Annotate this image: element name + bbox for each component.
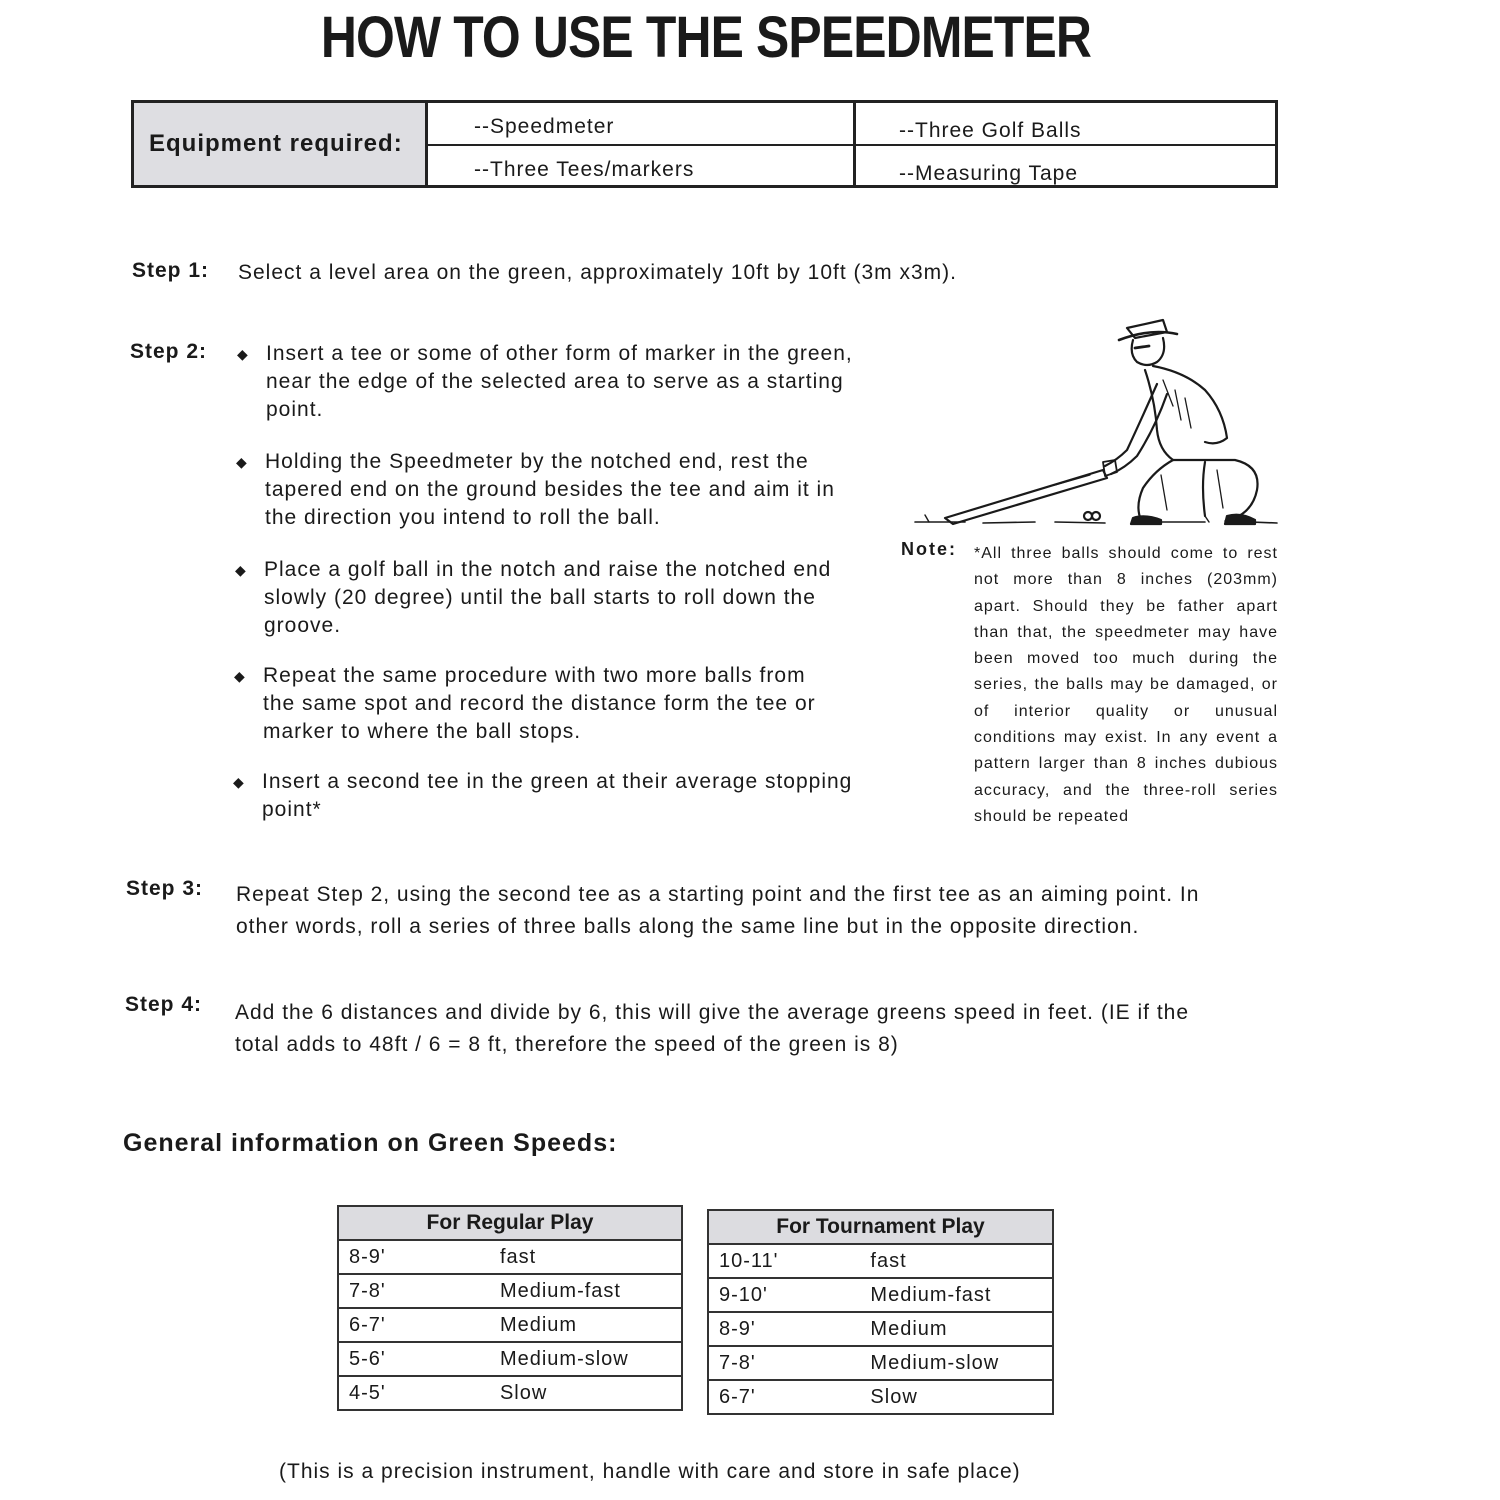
- table-row: 8-9' Medium: [708, 1312, 1053, 1346]
- table-row: 9-10' Medium-fast: [708, 1278, 1053, 1312]
- table-row: 8-9' fast: [338, 1240, 682, 1274]
- bullet-icon: ◆: [235, 562, 246, 578]
- table-row: 6-7' Slow: [708, 1380, 1053, 1414]
- step2-bullet: Insert a tee or some of other form of marker in the green, near the edge of the selected area to serve as a starting point.: [266, 342, 853, 421]
- regular-play-table: [337, 1205, 683, 1411]
- regular-play-header: For Regular Play: [338, 1206, 682, 1240]
- step2-label: Step 2:: [130, 340, 208, 363]
- bullet-icon: ◆: [234, 668, 245, 684]
- step3-text: Repeat Step 2, using the second tee as a starting point and the first tee as an aiming point. In other words, roll a series of three balls along the same line but in the opposite direction.: [236, 883, 1200, 938]
- table-row: 7-8' Medium-slow: [708, 1346, 1053, 1380]
- step2-bullet: Holding the Speedmeter by the notched end, rest the tapered end on the ground besides the tee and aim it in the direction you intend to roll the ball.: [265, 450, 835, 529]
- step3-label: Step 3:: [126, 877, 204, 900]
- table-row: 7-8' Medium-fast: [338, 1274, 682, 1308]
- table-row: 5-6' Medium-slow: [338, 1342, 682, 1376]
- note-text: *All three balls should come to rest not more than 8 inches (203mm) apart. Should they be father apart than that, the speedmeter may have been moved too much during the series, the balls may be damaged, or of interior quality or unusual conditions may exist. In any event a pattern larger than 8 inches dubious accuracy, and the three-roll series should be repeated: [974, 545, 1278, 825]
- step2-bullet: Insert a second tee in the green at their average stopping point*: [262, 770, 853, 821]
- step1-label: Step 1:: [132, 259, 210, 282]
- equipment-table: [131, 100, 1278, 188]
- equipment-item: --Three Golf Balls: [899, 119, 1082, 142]
- bullet-icon: ◆: [237, 346, 248, 362]
- equipment-item: --Measuring Tape: [899, 162, 1079, 185]
- table-row: 10-11' fast: [708, 1244, 1053, 1278]
- step4-label: Step 4:: [125, 993, 203, 1016]
- equipment-item: --Speedmeter: [474, 115, 615, 138]
- step1-text: Select a level area on the green, approximately 10ft by 10ft (3m x3m).: [238, 261, 958, 284]
- tournament-play-header: For Tournament Play: [708, 1210, 1053, 1244]
- step4-text: Add the 6 distances and divide by 6, this will give the average greens speed in feet. (IE if the total adds to 48ft / 6 = 8 ft, therefore the speed of the green is 8): [235, 1001, 1190, 1056]
- step2-bullet: Place a golf ball in the notch and raise the notched end slowly (20 degree) until the ball starts to roll down the groove.: [264, 558, 832, 637]
- bullet-icon: ◆: [236, 454, 247, 470]
- golfer-illustration: [905, 310, 1285, 535]
- step2-bullet: Repeat the same procedure with two more balls from the same spot and record the distance form the tee or marker to where the ball stops.: [263, 664, 816, 743]
- general-info-heading: General information on Green Speeds:: [123, 1129, 618, 1157]
- equipment-label: Equipment required:: [134, 103, 428, 185]
- table-divider: [428, 144, 1278, 146]
- table-row: 6-7' Medium: [338, 1308, 682, 1342]
- bullet-icon: ◆: [233, 774, 244, 790]
- note-label: Note:: [901, 539, 957, 559]
- table-row: 4-5' Slow: [338, 1376, 682, 1410]
- footer-note: (This is a precision instrument, handle with care and store in safe place): [279, 1460, 1021, 1483]
- tournament-play-table: [707, 1209, 1054, 1415]
- equipment-item: --Three Tees/markers: [474, 158, 695, 181]
- page-title: HOW TO USE THE SPEEDMETER: [320, 5, 1092, 70]
